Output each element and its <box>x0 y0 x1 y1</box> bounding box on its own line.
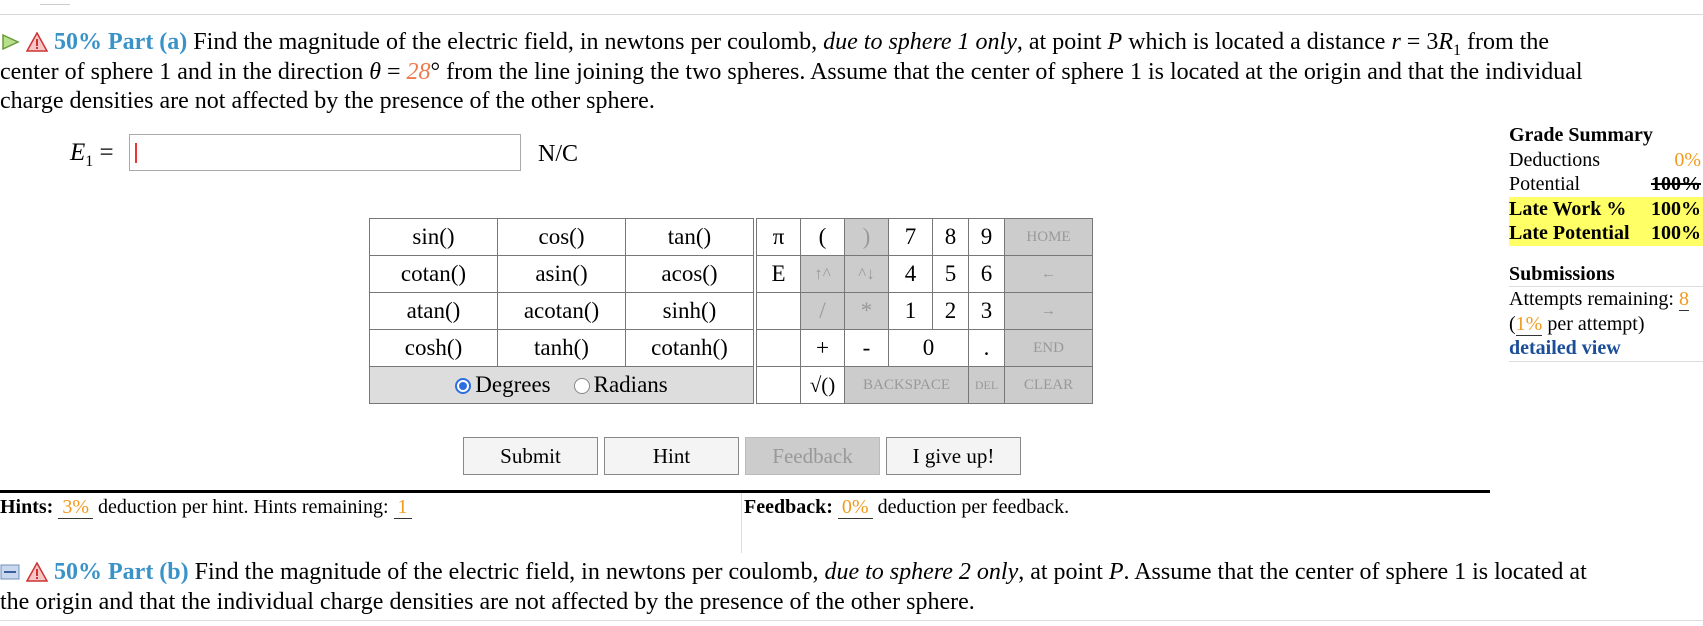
feedback-label: Feedback: <box>744 496 833 518</box>
key-end[interactable]: END <box>1005 330 1093 367</box>
deductions-value: 0% <box>1674 148 1701 171</box>
warning-icon <box>26 562 48 582</box>
key-7[interactable]: 7 <box>889 219 933 256</box>
key-cotan[interactable]: cotan() <box>370 256 498 293</box>
key-cotanh[interactable]: cotanh() <box>626 330 754 367</box>
key-pi[interactable]: π <box>757 219 801 256</box>
part-a-theta: θ <box>369 59 381 85</box>
key-left[interactable]: ← <box>1005 256 1093 293</box>
key-plus[interactable]: + <box>801 330 845 367</box>
part-b-due: due to sphere 2 only <box>824 559 1019 585</box>
key-3[interactable]: 3 <box>969 293 1005 330</box>
part-b-text2: , at point <box>1018 559 1103 585</box>
hint-button[interactable]: Hint <box>604 437 739 475</box>
attempts-row <box>1509 287 1703 312</box>
detailed-view-link[interactable]: detailed view <box>1509 336 1703 362</box>
key-4[interactable]: 4 <box>889 256 933 293</box>
key-atan[interactable]: atan() <box>370 293 498 330</box>
key-right[interactable]: → <box>1005 293 1093 330</box>
part-b-point: P <box>1108 559 1124 585</box>
deductions-row <box>1509 148 1703 173</box>
give-up-button[interactable]: I give up! <box>886 437 1021 475</box>
submit-button[interactable]: Submit <box>463 437 598 475</box>
radians-radio[interactable] <box>574 378 590 394</box>
part-a-text2: , at point <box>1016 29 1102 55</box>
key-1[interactable]: 1 <box>889 293 933 330</box>
part-a-line2a: center of sphere 1 and in the direction <box>0 59 364 85</box>
answer-label <box>70 139 114 171</box>
key-2[interactable]: 2 <box>933 293 969 330</box>
key-up[interactable]: ↑^ <box>801 256 845 293</box>
part-a-eq2: = <box>386 59 401 85</box>
hints-info <box>0 496 412 519</box>
key-lparen[interactable]: ( <box>801 219 845 256</box>
radians-label: Radians <box>593 372 668 397</box>
late-potential-row <box>1509 221 1703 246</box>
part-a-R1: R <box>1438 29 1454 55</box>
key-down[interactable]: ^↓ <box>845 256 889 293</box>
top-cut-artifact <box>40 0 70 5</box>
key-blank-3 <box>757 367 801 404</box>
key-e[interactable]: E <box>757 256 801 293</box>
per-attempt-open: ( <box>1509 312 1516 335</box>
part-a-text1: Find the magnitude of the electric field, in newtons per coulomb, <box>193 29 818 55</box>
key-slash[interactable]: / <box>801 293 845 330</box>
top-divider <box>0 14 1703 15</box>
part-a-percent: 50% Part (a) <box>54 29 188 55</box>
part-a-text4: from the <box>1467 29 1549 55</box>
part-a-line-2 <box>0 58 1703 87</box>
key-6[interactable]: 6 <box>969 256 1005 293</box>
part-a-r: r <box>1391 29 1401 55</box>
part-b-percent: 50% Part (b) <box>54 559 189 585</box>
key-del[interactable]: DEL <box>969 367 1005 404</box>
play-icon[interactable] <box>0 32 20 52</box>
key-acotan[interactable]: acotan() <box>498 293 626 330</box>
part-b-line-1 <box>0 558 1703 587</box>
hints-text: deduction per hint. Hints remaining: <box>98 496 389 518</box>
attempts-value: 8 <box>1678 288 1689 310</box>
hints-feedback-separator <box>741 493 742 553</box>
key-asin[interactable]: asin() <box>498 256 626 293</box>
per-attempt-row <box>1509 312 1703 337</box>
number-keypad <box>756 218 1093 404</box>
key-tan[interactable]: tan() <box>626 219 754 256</box>
key-star[interactable]: * <box>845 293 889 330</box>
part-b-line-2: the origin and that the individual charge densities are not affected by the presence of the other sphere. <box>0 589 975 615</box>
part-a-text3: which is located a distance <box>1128 29 1386 55</box>
late-work-value: 100% <box>1651 197 1701 220</box>
key-9[interactable]: 9 <box>969 219 1005 256</box>
late-work-label: Late Work % <box>1509 197 1627 220</box>
key-sin[interactable]: sin() <box>370 219 498 256</box>
part-a-point: P <box>1107 29 1123 55</box>
feedback-text: deduction per feedback. <box>877 496 1070 518</box>
degrees-label: Degrees <box>475 372 551 397</box>
part-a-sub1: 1 <box>1453 41 1462 59</box>
key-5[interactable]: 5 <box>933 256 969 293</box>
hints-pct: 3% <box>58 496 93 519</box>
answer-input[interactable] <box>129 134 521 171</box>
attempts-label: Attempts remaining: <box>1509 288 1674 310</box>
part-a-angle: 28 <box>406 59 431 85</box>
key-cosh[interactable]: cosh() <box>370 330 498 367</box>
feedback-button[interactable]: Feedback <box>745 437 880 475</box>
answer-label-sub: 1 <box>85 153 94 170</box>
feedback-info <box>744 496 1069 519</box>
potential-value: 100% <box>1651 173 1701 195</box>
collapse-icon[interactable] <box>0 562 20 582</box>
late-work-row <box>1509 197 1703 222</box>
grade-summary <box>1509 123 1703 362</box>
function-keypad <box>369 218 754 404</box>
hints-label: Hints: <box>0 496 54 518</box>
part-b-text1: Find the magnitude of the electric field, in newtons per coulomb, <box>194 559 819 585</box>
submissions-title: Submissions <box>1509 262 1703 288</box>
key-rparen[interactable]: ) <box>845 219 889 256</box>
warning-icon <box>26 32 48 52</box>
key-blank-1 <box>757 293 801 330</box>
key-sinh[interactable]: sinh() <box>626 293 754 330</box>
potential-row <box>1509 172 1703 197</box>
key-blank-2 <box>757 330 801 367</box>
potential-label: Potential <box>1509 173 1581 195</box>
key-8[interactable]: 8 <box>933 219 969 256</box>
text-caret <box>135 143 137 163</box>
key-acos[interactable]: acos() <box>626 256 754 293</box>
key-0[interactable]: 0 <box>889 330 969 367</box>
per-attempt-pct: 1% <box>1515 312 1543 335</box>
part-b-text3: . Assume that the center of sphere 1 is located at <box>1123 559 1587 585</box>
part-a-eq1: = 3 <box>1406 29 1439 55</box>
angle-mode-row <box>370 367 754 404</box>
bottom-divider <box>0 620 1703 621</box>
late-potential-value: 100% <box>1651 222 1701 244</box>
key-dot[interactable]: . <box>969 330 1005 367</box>
key-cos[interactable]: cos() <box>498 219 626 256</box>
grade-summary-title: Grade Summary <box>1509 124 1653 146</box>
key-sqrt[interactable]: √() <box>801 367 845 404</box>
answer-label-eq: = <box>99 139 114 166</box>
hints-divider <box>0 490 1490 493</box>
answer-unit: N/C <box>538 141 579 167</box>
degrees-radio[interactable] <box>455 378 471 394</box>
key-clear[interactable]: CLEAR <box>1005 367 1093 404</box>
part-a-deg-text: ° from the line joining the two spheres. Assume that the center of sphere 1 is located at the origin and that the individual <box>430 59 1583 85</box>
feedback-pct: 0% <box>838 496 873 519</box>
key-tanh[interactable]: tanh() <box>498 330 626 367</box>
per-attempt-text: per attempt) <box>1547 312 1645 335</box>
key-home[interactable]: HOME <box>1005 219 1093 256</box>
part-a-line-3: charge densities are not affected by the presence of the other sphere. <box>0 88 655 114</box>
answer-label-e: E <box>70 139 86 166</box>
key-backspace[interactable]: BACKSPACE <box>845 367 969 404</box>
hints-remaining: 1 <box>394 496 412 519</box>
key-minus[interactable]: - <box>845 330 889 367</box>
deductions-label: Deductions <box>1509 148 1601 171</box>
late-potential-label: Late Potential <box>1509 222 1630 244</box>
part-a-due: due to sphere 1 only <box>823 29 1017 55</box>
